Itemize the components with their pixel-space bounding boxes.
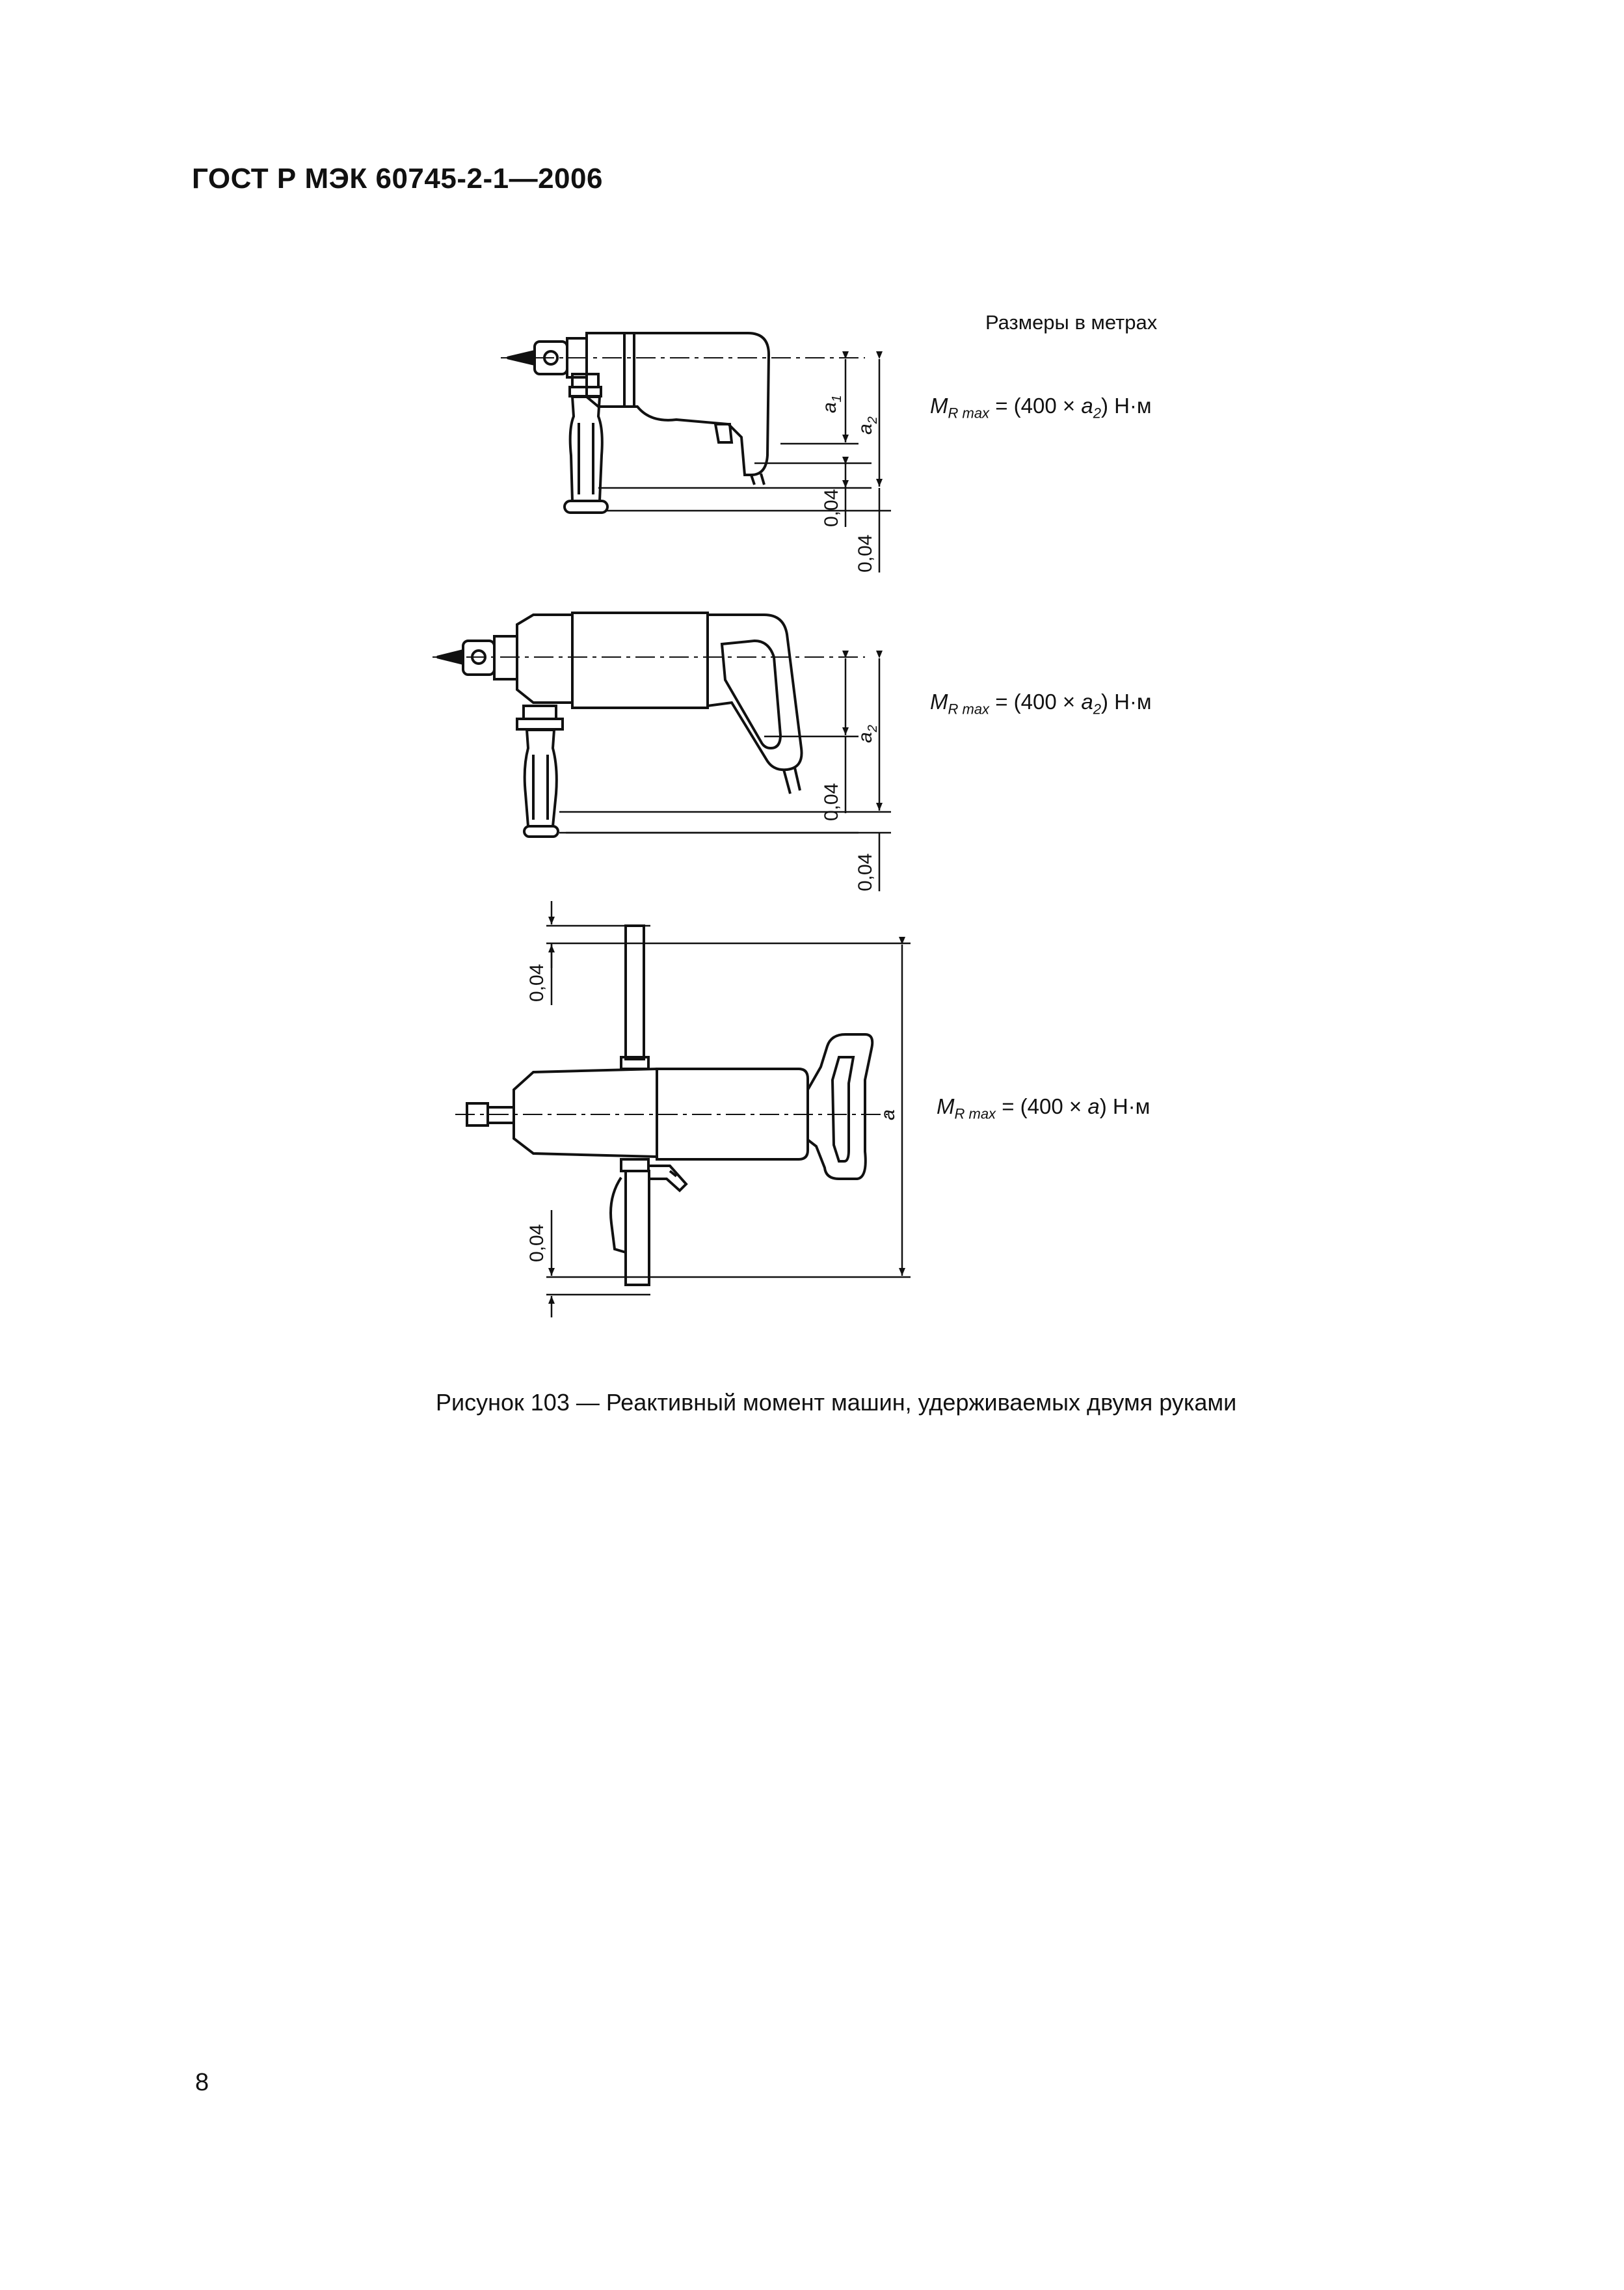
formula-rest-a: = (400 ×	[989, 690, 1082, 714]
label-gap: 0,04	[855, 853, 876, 891]
drill-1-drawing	[507, 333, 769, 513]
drill-2-dim-labels	[821, 725, 880, 891]
formula-rest-a: = (400 ×	[996, 1094, 1088, 1118]
label-gap: 0,04	[526, 963, 548, 1002]
formula-sub: R max	[948, 405, 990, 422]
page-number: 8	[195, 2069, 209, 2096]
formula-m: M	[937, 1094, 955, 1118]
formula-var: a	[1081, 394, 1093, 418]
formula-var: a	[1087, 1094, 1100, 1118]
formula-m: M	[930, 394, 948, 418]
label-a: a	[877, 1109, 899, 1120]
figure-caption: Рисунок 103 — Реактивный момент машин, удерживаемых двумя руками	[436, 1389, 1237, 1416]
label-gap: 0,04	[821, 489, 842, 527]
label-gap: 0,04	[526, 1224, 548, 1262]
label-a2: $a_2$	[855, 725, 880, 743]
formula-var-sub: 2	[1093, 405, 1101, 422]
label-a2: $a_2$	[855, 416, 880, 435]
drill-1-dim-labels	[819, 395, 880, 572]
formula-sub: R max	[948, 701, 990, 718]
label-gap: 0,04	[821, 783, 842, 821]
formula-sub: R max	[954, 1105, 996, 1122]
formula-rest-b: ) Н·м	[1099, 1094, 1151, 1118]
machine-3-dimensions	[546, 901, 911, 1317]
document-header: ГОСТ Р МЭК 60745-2-1—2006	[192, 163, 603, 195]
label-gap: 0,04	[855, 534, 876, 572]
units-note: Размеры в метрах	[985, 311, 1158, 334]
formula-var-sub: 2	[1093, 701, 1101, 718]
machine-3-dim-labels	[526, 964, 899, 1262]
drill-2-dimensions	[559, 658, 891, 891]
label-a1: $a_1$	[819, 395, 844, 413]
formula-rest-b: ) Н·м	[1100, 394, 1152, 418]
formula-var: a	[1081, 690, 1093, 714]
drill-2-drawing	[437, 613, 802, 837]
formula-m: M	[930, 690, 948, 714]
formula-rest-a: = (400 ×	[989, 394, 1082, 418]
formula-rest-b: ) Н·м	[1100, 690, 1152, 714]
